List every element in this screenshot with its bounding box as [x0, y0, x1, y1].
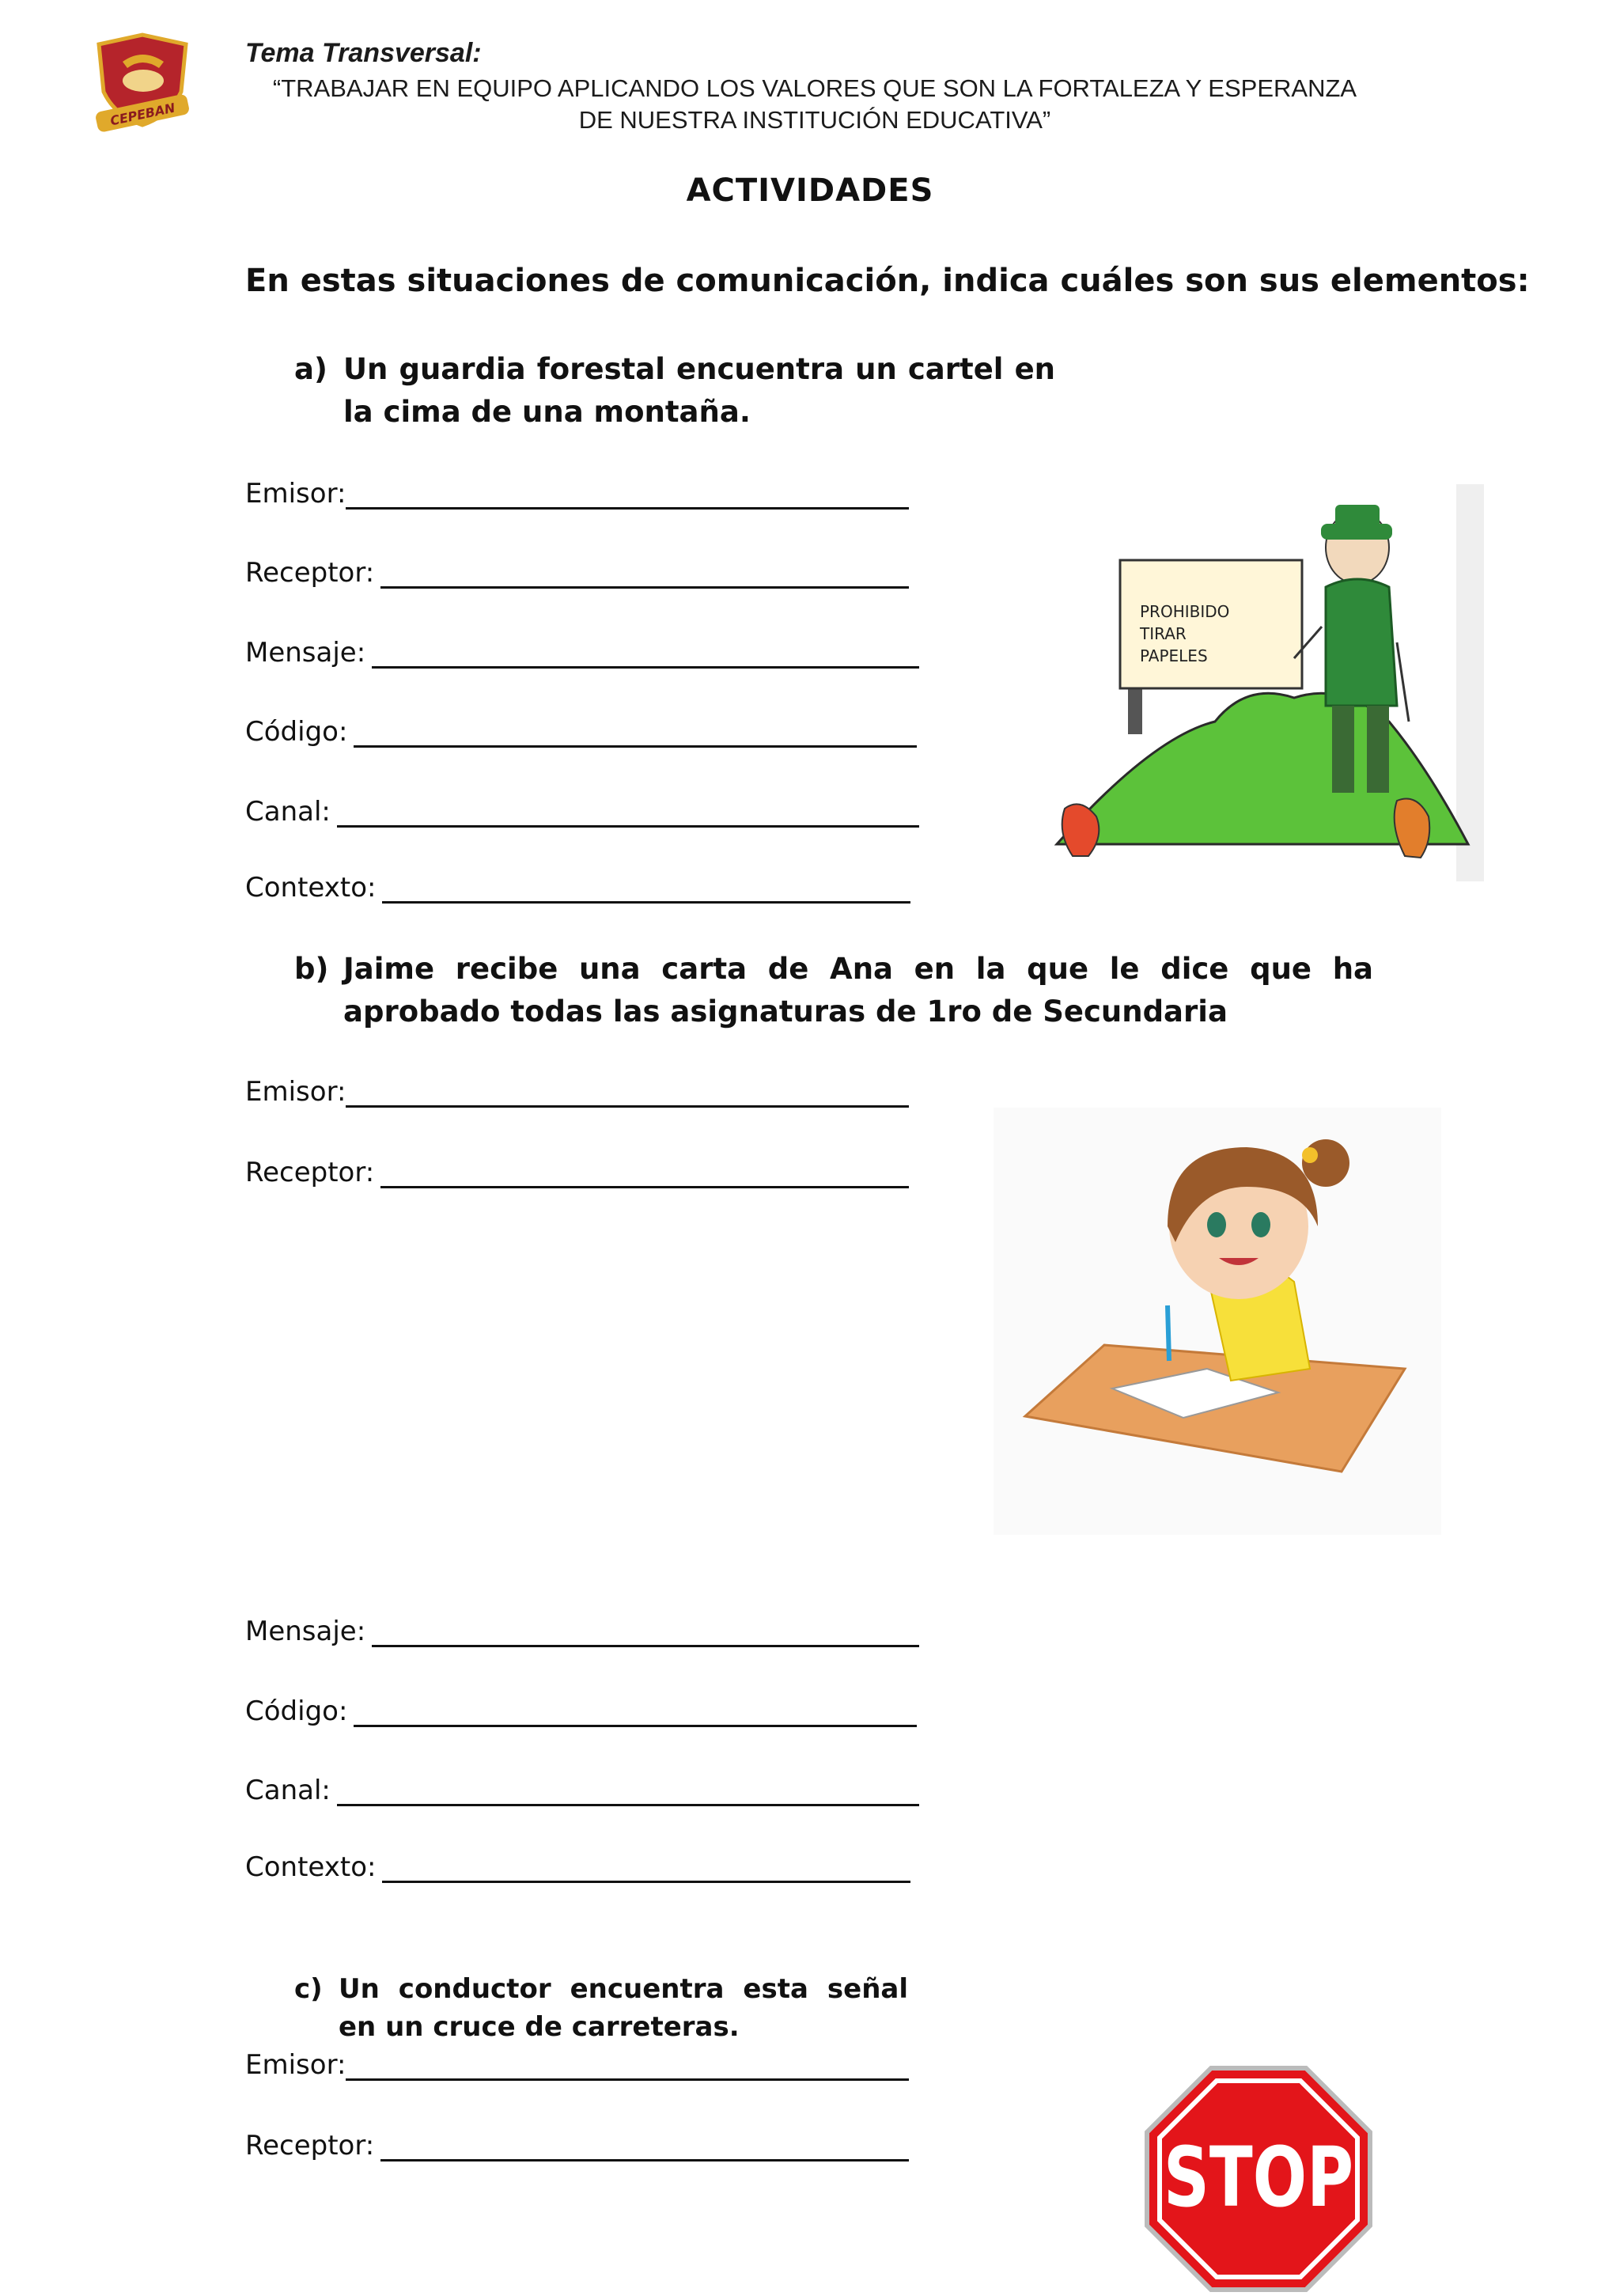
question-b [294, 948, 1373, 1035]
field-label: Contexto: [245, 1851, 377, 1883]
sign-line-1: PROHIBIDO [1140, 602, 1230, 621]
tema-text [237, 73, 1392, 136]
field-label: Mensaje: [245, 637, 366, 669]
field-label: Emisor: [245, 2049, 346, 2081]
answer-line[interactable] [380, 1164, 909, 1188]
tema-text-line2: DE NUESTRA INSTITUCIÓN EDUCATIVA” [578, 106, 1051, 134]
stop-text: STOP [1164, 2129, 1353, 2226]
answer-line[interactable] [372, 1623, 919, 1647]
question-label: a) [294, 352, 327, 386]
field-canal-a [245, 796, 919, 828]
page-title: ACTIVIDADES [686, 172, 934, 209]
field-emisor-c [245, 2049, 909, 2081]
field-mensaje-a [245, 637, 919, 669]
answer-line[interactable] [346, 1083, 909, 1108]
question-text: Un guardia forestal encuentra un cartel en la cima de una montaña. [343, 352, 1055, 429]
answer-line[interactable] [380, 564, 909, 589]
field-label: Emisor: [245, 1076, 346, 1108]
field-emisor-b [245, 1076, 909, 1108]
answer-line[interactable] [346, 485, 909, 510]
question-text: Un conductor encuentra esta señal en un cruce de carreteras. [339, 1973, 908, 2043]
field-label: Receptor: [245, 557, 375, 589]
answer-line[interactable] [372, 644, 919, 669]
instructions: En estas situaciones de comunicación, indica cuáles son sus elementos: [245, 263, 1530, 299]
field-label: Emisor: [245, 478, 346, 510]
answer-line[interactable] [346, 2056, 909, 2081]
question-a [294, 348, 1055, 435]
answer-line[interactable] [337, 1782, 919, 1806]
field-emisor-a [245, 478, 909, 510]
question-label: c) [294, 1973, 323, 2005]
sign-line-2: TIRAR [1140, 624, 1187, 643]
answer-line[interactable] [354, 723, 917, 748]
field-codigo-a [245, 716, 917, 748]
field-label: Receptor: [245, 1157, 375, 1188]
school-logo [91, 30, 194, 133]
girl-writing-illustration [994, 1108, 1441, 1535]
question-label: b) [294, 952, 329, 986]
answer-line[interactable] [382, 1858, 910, 1883]
stop-sign-illustration [1144, 2065, 1373, 2293]
answer-line[interactable] [337, 803, 919, 828]
forest-guard-illustration [1057, 484, 1484, 881]
field-receptor-b [245, 1157, 909, 1188]
sign-line-3: PAPELES [1140, 646, 1208, 665]
answer-line[interactable] [382, 879, 910, 904]
field-receptor-a [245, 557, 909, 589]
field-canal-b [245, 1775, 919, 1806]
field-contexto-b [245, 1851, 910, 1883]
question-text: Jaime recibe una carta de Ana en la que le dice que ha aprobado todas las asignaturas de 1ro de Secundaria [343, 952, 1373, 1029]
tema-label: Tema Transversal: [245, 38, 482, 68]
field-label: Canal: [245, 796, 331, 828]
field-label: Código: [245, 1695, 348, 1727]
answer-line[interactable] [354, 1703, 917, 1727]
svg-text:CEPEBAN: CEPEBAN [108, 100, 177, 129]
field-label: Canal: [245, 1775, 331, 1806]
field-codigo-b [245, 1695, 917, 1727]
tema-text-line1: “TRABAJAR EN EQUIPO APLICANDO LOS VALORES QUE SON LA FORTALEZA Y ESPERANZA [272, 74, 1357, 102]
field-label: Receptor: [245, 2130, 375, 2161]
field-label: Mensaje: [245, 1616, 366, 1647]
field-label: Código: [245, 716, 348, 748]
question-c [294, 1970, 1006, 2049]
field-label: Contexto: [245, 872, 377, 904]
answer-line[interactable] [380, 2137, 909, 2161]
field-contexto-a [245, 872, 910, 904]
field-receptor-c [245, 2130, 909, 2161]
field-mensaje-b [245, 1616, 919, 1647]
